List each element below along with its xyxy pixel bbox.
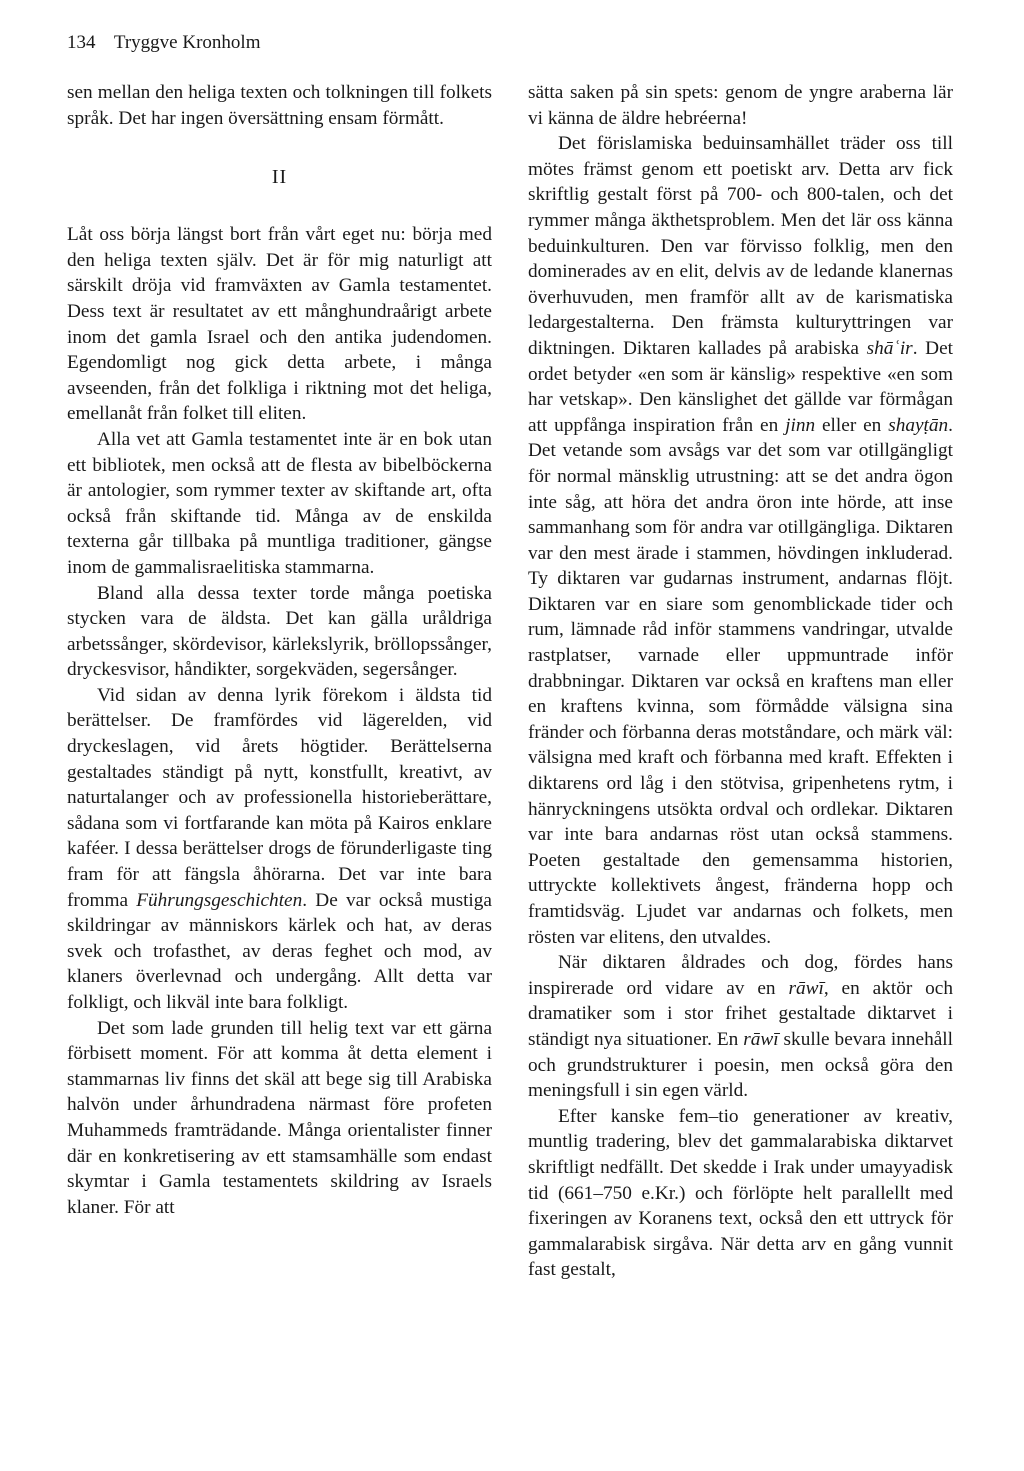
left-column (67, 80, 492, 1220)
paragraph (528, 950, 953, 1104)
running-header (67, 31, 260, 55)
text-run: skulle bevara innehåll och grundstrukturer i poesin, men också göra den meningsfull i sin egen värld. (528, 1028, 953, 1102)
text-run: . Det ordet betyder «en som är känslig» respektive «en som har vetskap». Den känslighet det gällde var förmågan att uppfånga inspiration från en (528, 337, 953, 436)
right-column (528, 80, 953, 1283)
paragraph (528, 131, 953, 950)
paragraph: Bland alla dessa texter torde många poetiska stycken vara de äldsta. Det kan gälla uråldriga arbetssånger, skördevisor, kärlekslyrik, bröllopssånger, dryckesvisor, håndikter, sorgekväden, segersånger. (67, 582, 492, 681)
italic-term: rāwī (788, 977, 824, 999)
paragraph: Det som lade grunden till helig text var ett gärna förbisett moment. För att komma åt detta element i stammarnas liv finns det skäl att bege sig till Arabiska halvön under århundradena närmast före profeten Muhammeds framträdande. Många orientalister finner där en konkretisering av ett stamsamhälle som endast skymtar i Gamla testamentets skildring av Israels klaner. För att (67, 1017, 492, 1218)
text-run: , en aktör och dramatiker som i stor frihet gestaltade diktarvet i ständigt nya situationer. En (528, 977, 954, 1050)
italic-term: jinn (785, 414, 816, 436)
paragraph (67, 683, 492, 1016)
section-heading: II (271, 166, 288, 189)
running-header-author: Tryggve Kronholm (113, 32, 261, 53)
paragraph: Alla vet att Gamla testamentet inte är en bok utan ett bibliotek, men också att de flesta av bibelböckerna är antologier, som rymmer texter av skiftande art, ofta också från skiftande tid. Många av de enskilda texterna går tillbaka på muntliga traditioner, gängse inom de gammalisraelitiska stammarna. (67, 428, 492, 578)
text-run: Vid sidan av denna lyrik förekom i äldsta tid berättelser. De framfördes vid lägerelden, vid dryckeslagen, vid årets högtider. Berättelserna gestaltades ständigt på nytt, konstfullt, kreativt, av naturtalanger och av professionella historieberättare, sådana som vi fortfarande kan möta på Kairos enklare kaféer. I dessa berättelser drogs de förunderligaste ting fram för att fängsla åhörarna. Det var inte bara fromma (67, 684, 492, 911)
page-number: 134 (67, 32, 96, 53)
paragraph: sätta saken på sin spets: genom de yngre araberna lär vi känna de äldre hebréerna! (528, 82, 953, 129)
paragraph: Efter kanske fem–tio generationer av kreativ, muntlig tradering, blev det gammalarabiska diktarvet skriftligt nedfällt. Det skedde i Irak under umayyadisk tid (661–750 e.Kr.) och förlöpte helt parallellt med fixeringen av Koranens text, också den ett uttryck för gammalarabisk sirgåva. När detta arv en gång vunnit fast gestalt, (528, 1105, 953, 1281)
paragraph: Låt oss börja längst bort från vårt eget nu: börja med den heliga texten själv. Det är för mig naturligt att särskilt dröja vid framväxten av Gamla testamentet. Dess text är resultatet av ett månghundraårigt arbete inom det gamla Israel och den antika judendomen. Egendomligt nog gick detta arbete, i många avseenden, från det folkliga i riktning mot det heliga, emellanåt från folket till eliten. (67, 224, 492, 425)
text-run: När diktaren åldrades och dog, fördes hans inspirerade ord vidare av en (528, 952, 953, 999)
text-run: . De var också mustiga skildringar av människors kärlek och hat, av deras svek och trofasthet, av deras feghet och mod, av klaners överlevnad och undergång. Allt detta var folkligt, och likväl inte bara folkligt. (67, 889, 492, 1013)
paragraph: sen mellan den heliga texten och tolkningen till folkets språk. Det har ingen översättning ensam förmått. (67, 82, 492, 129)
text-run: . Det vetande som avsågs var det som var otillgängligt för normal mänsklig utrustning: att se det andra ögon inte såg, att höra det andra öron inte hörde, att inse sammanhang som för andra var otillgängliga. Diktaren var den mest ärade i stammen, hövdingen inkluderad. Ty diktaren var gudarnas instrument, andarnas flöjt. Diktaren var en siare som genomblickade tider och rum, lämnade råd inför stammens vandringar, utvalde rastplatser, varnade eller uppmuntrade inför drabbningar. Diktaren var också en kraftens man eller en kraftens kvinna, som förmådde välsigna sina fränder och förbanna deras motståndare, och märk väl: välsigna med kraft och förbanna med kraft. Effekten i diktarens ord låg i den stötvisa, gripenhetens rytm, i hänryckningens utsökta ordval och ordlekar. Diktaren var inte bara andarnas röst utan också stammens. Poeten gestaltade den gemensamma historien, uttryckte kollektivets ångest, fränderna hopp och framtidsväg. Ljudet var andarnas och folkets, men rösten var elitens, den utvaldes. (528, 414, 953, 948)
italic-term: Führungsgeschichten (136, 889, 303, 911)
italic-term: shāʿir (866, 337, 913, 359)
italic-term: rāwī (743, 1028, 779, 1050)
italic-term: shayṭān (888, 414, 949, 436)
text-run: Det förislamiska beduinsamhället träder oss till mötes främst genom ett poetiskt arv. Detta arv fick skriftlig gestalt först på 700- och 800-talen, och det rymmer många äkthetsproblem. Men det lär oss känna beduinkulturen. Den var förvisso folklig, men den dominerades av en elit, delvis av de ledande klanernas överhuvuden, men framför allt av de karismatiska ledargestalterna. Den främsta kulturyttringen var diktningen. Diktaren kallades på arabiska (528, 133, 953, 359)
text-run: eller en (815, 414, 889, 436)
